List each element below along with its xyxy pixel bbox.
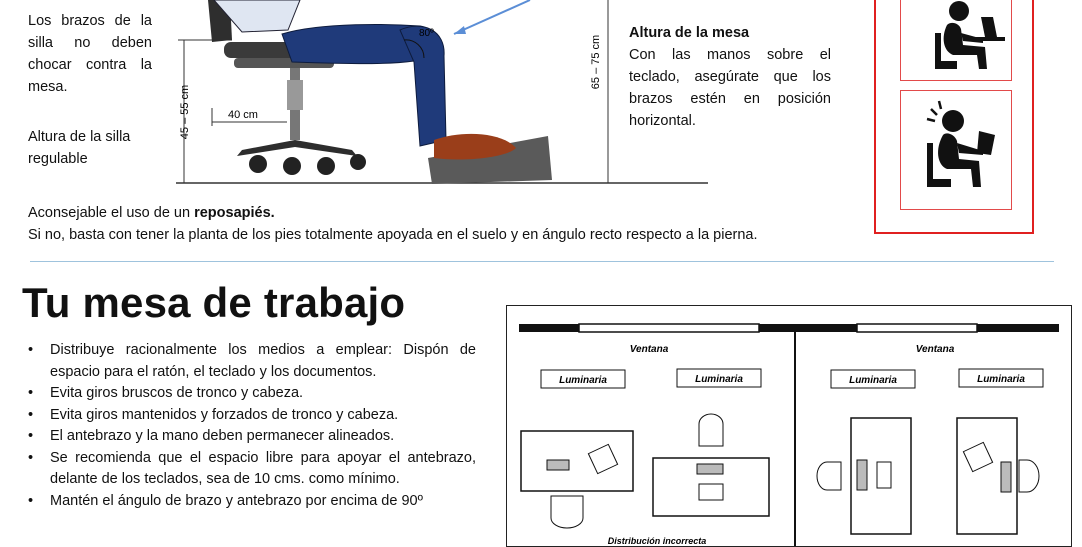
footrest-prefix: Aconsejable el uso de un [28, 205, 195, 221]
tip-item [28, 491, 476, 513]
bullet: • [28, 406, 34, 423]
depth-dimension: 40 cm [228, 109, 258, 121]
desk-height-dimension: 65 – 75 cm [590, 34, 602, 90]
lamp-label-left-2: Luminaria [695, 374, 743, 385]
bullet: • [28, 449, 34, 466]
stressed-person-at-laptop-icon [901, 91, 1011, 209]
chair-arms-note: Los brazos de la silla no deben chocar contra la mesa. [28, 13, 152, 95]
chair-height-dimension: 45 – 55 cm [179, 84, 191, 140]
footrest-block [28, 202, 908, 246]
posture-box-correct [900, 0, 1012, 81]
desk-height-text: Con las manos sobre el teclado, asegúrate que los brazos estén en posición horizontal. [629, 47, 831, 129]
tip-item [28, 340, 476, 383]
tip-text: Evita giros mantenidos y forzados de tronco y cabeza. [50, 406, 399, 423]
tip-item [28, 383, 476, 405]
bullet: • [28, 342, 34, 358]
window-label-left: Ventana [629, 344, 669, 355]
footrest-bold: reposapiés. [194, 205, 275, 221]
posture-box-incorrect [900, 90, 1012, 210]
tip-item [28, 426, 476, 448]
layout-caption: Distribución incorrecta [607, 536, 707, 546]
lamp-label-right-2: Luminaria [977, 374, 1025, 385]
lamp-label-left-1: Luminaria [559, 375, 607, 386]
tip-text: El antebrazo y la mano deben permanecer alineados. [50, 428, 395, 444]
lamp-label-right-1: Luminaria [849, 375, 897, 386]
office-layout-diagram [506, 305, 1072, 547]
footrest-line-2: Si no, basta con tener la planta de los pies totalmente apoyada en el suelo y en ángulo recto respecto a la pierna. [28, 227, 758, 243]
posture-icons-panel [874, 0, 1034, 234]
chair-height-note: Altura de la silla regulable [28, 129, 131, 167]
desk-height-block [629, 22, 831, 132]
section-divider [30, 261, 1054, 262]
window-label-right: Ventana [915, 344, 955, 355]
bullet: • [28, 385, 34, 401]
tip-item [28, 405, 476, 427]
tip-item [28, 448, 476, 491]
tip-text: Distribuye racionalmente los medios a emplear: Dispón de espacio para el ratón, el teclado y los documentos. [50, 342, 476, 380]
workspace-tips-list [28, 340, 476, 512]
tip-text: Se recomienda que el espacio libre para apoyar el antebrazo, delante de los teclados, sea de 10 cms. como mínimo. [50, 449, 476, 487]
footrest-line-1 [28, 202, 908, 224]
bullet: • [28, 428, 34, 444]
bullet: • [28, 492, 34, 509]
tip-text: Mantén el ángulo de brazo y antebrazo por encima de [50, 492, 398, 509]
knee-angle-label: 80º [419, 28, 434, 39]
desk-height-heading: Altura de la mesa [629, 25, 750, 41]
person-at-laptop-icon [901, 0, 1011, 80]
tip-text: Evita giros bruscos de tronco y cabeza. [50, 385, 304, 401]
section-title: Tu mesa de trabajo [22, 279, 406, 326]
tip-text-continuation: 90º [401, 492, 423, 509]
